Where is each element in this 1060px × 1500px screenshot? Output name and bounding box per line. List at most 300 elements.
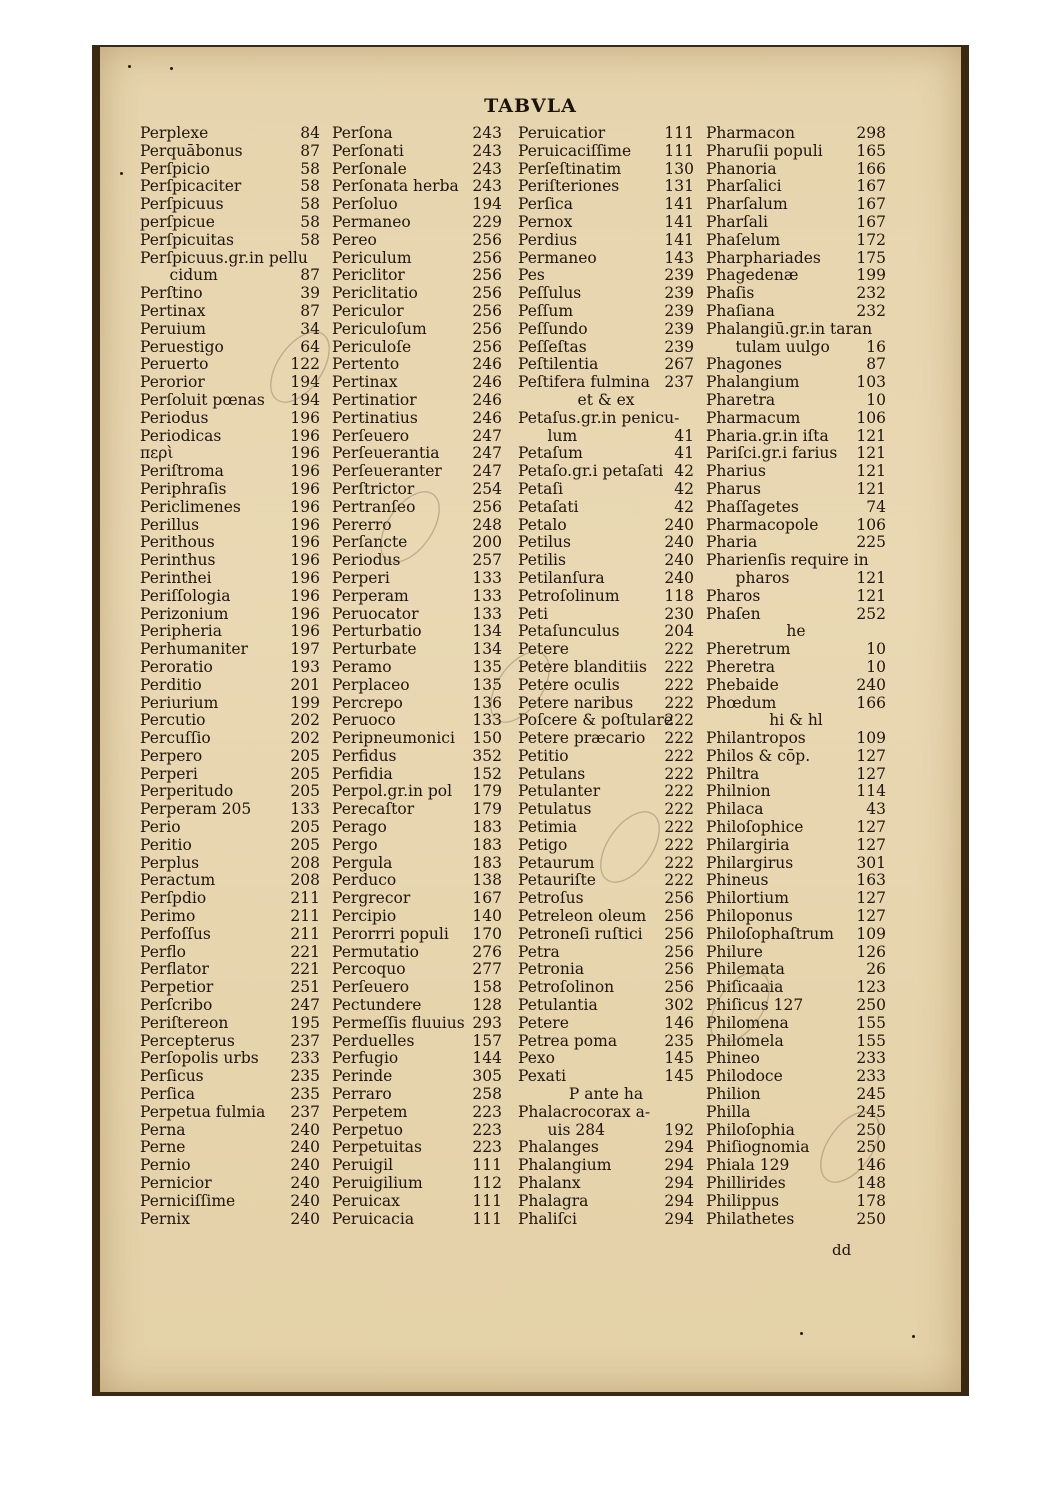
index-column-2 [332, 125, 502, 1228]
index-entry [518, 570, 694, 588]
entry-page-number: 293 [472, 1013, 502, 1032]
index-entry [332, 944, 502, 962]
entry-page-number: 233 [290, 1049, 320, 1068]
entry-term: Permaneo [518, 248, 597, 267]
entry-page-number: 138 [472, 871, 502, 890]
ink-speck [120, 172, 123, 175]
entry-page-number: 240 [290, 1209, 320, 1228]
entry-term: Perſopolis urbs [140, 1049, 259, 1068]
index-entry [140, 837, 320, 855]
entry-page-number: 208 [290, 871, 320, 890]
entry-term: Pharmacopole [706, 515, 819, 534]
index-entry [518, 445, 694, 463]
entry-term: Phalangiū.gr.in taran [706, 319, 873, 338]
entry-term: pharos [706, 568, 790, 587]
entry-term: Pharienſis require in [706, 551, 869, 570]
entry-page-number: 121 [856, 462, 886, 481]
entry-page-number: 163 [856, 871, 886, 890]
entry-term: Pergo [332, 835, 378, 854]
entry-page-number: 294 [664, 1156, 694, 1175]
entry-term: Percuſſio [140, 729, 211, 748]
index-entry [332, 1122, 502, 1140]
entry-term: Perflator [140, 960, 209, 979]
entry-term: Philargiria [706, 835, 790, 854]
index-entry [518, 339, 694, 357]
entry-page-number: 155 [856, 1031, 886, 1050]
index-entry [332, 641, 502, 659]
entry-term: Perpero [140, 746, 203, 765]
index-entry [706, 766, 886, 784]
index-entry [140, 1068, 320, 1086]
entry-page-number: 26 [866, 960, 886, 979]
entry-term: Peruocator [332, 604, 419, 623]
entry-term: Periodicas [140, 426, 222, 445]
entry-page-number: 103 [856, 373, 886, 392]
index-entry [706, 1122, 886, 1140]
entry-term: Pergrecor [332, 889, 411, 908]
index-entry [706, 1139, 886, 1157]
index-entry [140, 250, 320, 268]
index-entry [706, 196, 886, 214]
entry-page-number: 141 [664, 212, 694, 231]
entry-page-number: 143 [664, 248, 694, 267]
entry-page-number: 222 [664, 746, 694, 765]
entry-term: Petreleon oleum [518, 907, 647, 926]
entry-page-number: 58 [300, 195, 320, 214]
entry-term: Perithous [140, 533, 215, 552]
index-entry [140, 872, 320, 890]
entry-term: Pharia.gr.in iſta [706, 426, 829, 445]
entry-term: Periſſologia [140, 586, 231, 605]
entry-term: Petilis [518, 551, 566, 570]
entry-page-number: 140 [472, 907, 502, 926]
entry-page-number: 123 [856, 978, 886, 997]
entry-term: Perdius [518, 230, 578, 249]
entry-term: Petere præcario [518, 729, 646, 748]
index-entry [140, 1033, 320, 1051]
index-entry [518, 499, 694, 517]
index-entry [518, 712, 694, 730]
index-entry [332, 339, 502, 357]
paper-leaf [100, 47, 961, 1392]
entry-page-number: 229 [472, 212, 502, 231]
entry-page-number: 42 [674, 497, 694, 516]
entry-term: Perfoſſus [140, 924, 211, 943]
index-entry [140, 410, 320, 428]
index-entry [140, 445, 320, 463]
entry-page-number: 196 [290, 551, 320, 570]
index-entry [518, 1193, 694, 1211]
index-entry [518, 250, 694, 268]
index-entry [140, 659, 320, 677]
index-entry [140, 339, 320, 357]
index-entry [332, 1050, 502, 1068]
index-entry [706, 534, 886, 552]
entry-term: Phiſiognomia [706, 1138, 810, 1157]
index-entry [706, 997, 886, 1015]
entry-term: Pexo [518, 1049, 555, 1068]
entry-term: Perimo [140, 907, 196, 926]
entry-term: uis 284 [518, 1120, 605, 1139]
entry-page-number: 251 [290, 978, 320, 997]
entry-page-number: 298 [856, 124, 886, 142]
entry-term: Perſtrictor [332, 479, 415, 498]
entry-page-number: 199 [856, 266, 886, 285]
entry-term: Peractum [140, 871, 216, 890]
index-entry [518, 125, 694, 143]
entry-page-number: 178 [856, 1191, 886, 1210]
index-entry [706, 1193, 886, 1211]
index-entry [140, 1104, 320, 1122]
entry-term: Pharſalum [706, 195, 788, 214]
entry-term: Petere naribus [518, 693, 634, 712]
entry-page-number: 39 [300, 284, 320, 303]
index-entry [706, 125, 886, 143]
entry-page-number: 196 [290, 426, 320, 445]
entry-page-number: 258 [472, 1085, 502, 1104]
index-entry [332, 606, 502, 624]
entry-page-number: 294 [664, 1209, 694, 1228]
index-entry [140, 196, 320, 214]
entry-page-number: 167 [856, 195, 886, 214]
entry-page-number: 246 [472, 408, 502, 427]
index-entry [706, 178, 886, 196]
page-header: TABVLA [484, 95, 577, 117]
index-entry [332, 410, 502, 428]
index-entry [706, 1104, 886, 1122]
entry-page-number: 256 [472, 266, 502, 285]
entry-term: Peruicaciſſime [518, 141, 632, 160]
index-entry [140, 1086, 320, 1104]
index-entry [706, 926, 886, 944]
entry-page-number: 196 [290, 586, 320, 605]
entry-page-number: 223 [472, 1102, 502, 1121]
index-entry [518, 428, 694, 446]
entry-page-number: 240 [290, 1174, 320, 1193]
entry-term: Peſſulus [518, 284, 582, 303]
entry-term: Pharſali [706, 212, 768, 231]
index-entry [332, 801, 502, 819]
entry-page-number: 240 [290, 1156, 320, 1175]
entry-page-number: 111 [664, 141, 694, 160]
entry-term: Peroratio [140, 657, 213, 676]
index-entry [706, 944, 886, 962]
index-entry [706, 1068, 886, 1086]
entry-page-number: 211 [290, 907, 320, 926]
entry-term: Phaliſci [518, 1209, 577, 1228]
entry-term: Pertinatius [332, 408, 418, 427]
entry-term: Pharmacum [706, 408, 801, 427]
entry-term: Perperitudo [140, 782, 234, 801]
entry-term: Perpetuitas [332, 1138, 423, 1157]
entry-term: Petaurum [518, 853, 595, 872]
index-entry [140, 979, 320, 997]
entry-page-number: 222 [664, 693, 694, 712]
index-entry [706, 1033, 886, 1051]
entry-page-number: 194 [472, 195, 502, 214]
entry-term: Philemata [706, 960, 785, 979]
index-entry [706, 695, 886, 713]
entry-term: Perſonale [332, 159, 407, 178]
entry-page-number: 240 [290, 1120, 320, 1139]
entry-page-number: 250 [856, 1120, 886, 1139]
entry-page-number: 247 [290, 996, 320, 1015]
entry-term: Philoſophia [706, 1120, 795, 1139]
entry-page-number: 121 [856, 479, 886, 498]
index-entry [332, 499, 502, 517]
entry-page-number: 222 [664, 657, 694, 676]
entry-page-number: 201 [290, 675, 320, 694]
index-entry [332, 1033, 502, 1051]
entry-page-number: 256 [664, 889, 694, 908]
entry-page-number: 196 [290, 604, 320, 623]
entry-term: Perſeuero [332, 978, 410, 997]
index-entry [332, 356, 502, 374]
index-entry [332, 1175, 502, 1193]
index-entry [140, 356, 320, 374]
entry-page-number: 199 [290, 693, 320, 712]
index-entry [332, 232, 502, 250]
index-entry [518, 232, 694, 250]
index-entry [140, 997, 320, 1015]
index-entry [518, 517, 694, 535]
entry-page-number: 205 [290, 818, 320, 837]
entry-page-number: 233 [856, 1067, 886, 1086]
entry-term: Philos & cōp. [706, 746, 811, 765]
entry-term: Peti [518, 604, 549, 623]
entry-page-number: 196 [290, 533, 320, 552]
index-column-3 [518, 125, 694, 1228]
index-entry [332, 961, 502, 979]
entry-term: Pharphariades [706, 248, 821, 267]
index-entry [706, 1211, 886, 1229]
entry-page-number: 111 [472, 1191, 502, 1210]
entry-page-number: 240 [664, 551, 694, 570]
index-entry [706, 463, 886, 481]
entry-term: Peramo [332, 657, 392, 676]
entry-page-number: 133 [472, 711, 502, 730]
entry-term: Perpetua fulmia [140, 1102, 266, 1121]
entry-page-number: 131 [664, 177, 694, 196]
entry-page-number: 239 [664, 319, 694, 338]
entry-page-number: 196 [290, 444, 320, 463]
index-entry [706, 801, 886, 819]
entry-page-number: 243 [472, 141, 502, 160]
entry-page-number: 205 [290, 764, 320, 783]
entry-page-number: 232 [856, 301, 886, 320]
entry-term: Percutio [140, 711, 206, 730]
entry-page-number: 135 [472, 675, 502, 694]
index-entry [518, 908, 694, 926]
entry-page-number: 133 [472, 568, 502, 587]
entry-page-number: 221 [290, 942, 320, 961]
entry-page-number: 246 [472, 355, 502, 374]
entry-term: Phaſiana [706, 301, 775, 320]
entry-term: Pertranſeo [332, 497, 416, 516]
entry-term: περὶ [140, 444, 174, 463]
entry-page-number: 109 [856, 729, 886, 748]
index-entry [140, 695, 320, 713]
entry-term: Peritio [140, 835, 192, 854]
entry-term: Petilus [518, 533, 571, 552]
entry-page-number: 240 [664, 533, 694, 552]
entry-page-number: 256 [664, 960, 694, 979]
entry-term: Perplus [140, 853, 200, 872]
entry-page-number: 175 [856, 248, 886, 267]
entry-page-number: 237 [664, 373, 694, 392]
index-entry [706, 837, 886, 855]
entry-term: Peripneumonici [332, 729, 455, 748]
entry-page-number: 145 [664, 1067, 694, 1086]
index-entry [140, 534, 320, 552]
index-entry [518, 196, 694, 214]
entry-page-number: 246 [472, 373, 502, 392]
entry-term: Pharia [706, 533, 758, 552]
index-entry [140, 517, 320, 535]
entry-term: Perio [140, 818, 181, 837]
index-entry [518, 1175, 694, 1193]
entry-page-number: 41 [674, 426, 694, 445]
index-entry [518, 1211, 694, 1229]
entry-page-number: 112 [472, 1174, 502, 1193]
entry-term: Percipio [332, 907, 397, 926]
entry-page-number: 247 [472, 444, 502, 463]
entry-term: Pharſalici [706, 177, 782, 196]
entry-page-number: 243 [472, 177, 502, 196]
index-entry [140, 588, 320, 606]
index-entry [518, 463, 694, 481]
entry-term: Perna [140, 1120, 186, 1139]
entry-page-number: 302 [664, 996, 694, 1015]
entry-page-number: 111 [472, 1209, 502, 1228]
entry-term: Petaſo.gr.i petaſati [518, 462, 664, 481]
entry-term: Petere [518, 1013, 569, 1032]
entry-term: Petulantia [518, 996, 598, 1015]
index-entry [518, 659, 694, 677]
entry-term: Phanoria [706, 159, 777, 178]
entry-page-number: 277 [472, 960, 502, 979]
index-entry [332, 392, 502, 410]
entry-page-number: 145 [664, 1049, 694, 1068]
entry-page-number: 248 [472, 515, 502, 534]
entry-page-number: 222 [664, 871, 694, 890]
entry-term: Philure [706, 942, 763, 961]
index-entry [518, 1139, 694, 1157]
index-entry [706, 481, 886, 499]
entry-term: Perinthus [140, 551, 216, 570]
index-entry [332, 890, 502, 908]
ink-speck [800, 1332, 803, 1335]
entry-term: Perpetior [140, 978, 214, 997]
entry-term: Perturbatio [332, 622, 422, 641]
entry-term: Perillus [140, 515, 200, 534]
entry-page-number: 239 [664, 301, 694, 320]
entry-term: Petere blanditiis [518, 657, 647, 676]
index-entry [332, 819, 502, 837]
entry-page-number: 222 [664, 675, 694, 694]
entry-page-number: 202 [290, 711, 320, 730]
index-entry [518, 1086, 694, 1104]
index-entry [332, 695, 502, 713]
index-entry [518, 944, 694, 962]
entry-page-number: 121 [856, 586, 886, 605]
entry-term: Perflo [140, 942, 186, 961]
entry-term: Perorrri populi [332, 924, 449, 943]
index-entry [332, 677, 502, 695]
index-entry [140, 267, 320, 285]
entry-page-number: 106 [856, 408, 886, 427]
index-entry [140, 730, 320, 748]
entry-term: Peſtilentia [518, 355, 599, 374]
entry-term: Philoponus [706, 907, 793, 926]
entry-page-number: 179 [472, 782, 502, 801]
ink-speck [912, 1335, 915, 1338]
entry-page-number: 200 [472, 533, 502, 552]
entry-page-number: 172 [856, 230, 886, 249]
entry-term: Phiſicus 127 [706, 996, 804, 1015]
index-entry [332, 161, 502, 179]
index-entry [332, 1086, 502, 1104]
index-entry [518, 1033, 694, 1051]
entry-page-number: 223 [472, 1120, 502, 1139]
entry-term: Pernox [518, 212, 573, 231]
entry-term: Philoſophice [706, 818, 804, 837]
index-entry [332, 285, 502, 303]
index-entry [332, 1015, 502, 1033]
entry-term: Permutatio [332, 942, 419, 961]
entry-page-number: 256 [664, 942, 694, 961]
index-entry [706, 606, 886, 624]
entry-page-number: 121 [856, 568, 886, 587]
entry-page-number: 84 [300, 124, 320, 142]
entry-page-number: 254 [472, 479, 502, 498]
entry-page-number: 294 [664, 1191, 694, 1210]
index-entry [140, 481, 320, 499]
entry-page-number: 43 [866, 800, 886, 819]
entry-term: Pertento [332, 355, 400, 374]
entry-page-number: 34 [300, 319, 320, 338]
index-entry [518, 855, 694, 873]
index-entry [706, 1050, 886, 1068]
entry-term: he [786, 622, 806, 641]
index-entry [518, 534, 694, 552]
entry-term: Pharetra [706, 390, 776, 409]
entry-term: Pernio [140, 1156, 191, 1175]
index-entry [518, 695, 694, 713]
index-entry [332, 517, 502, 535]
index-entry [518, 979, 694, 997]
entry-page-number: 208 [290, 853, 320, 872]
entry-page-number: 232 [856, 284, 886, 303]
entry-term: hi & hl [769, 711, 823, 730]
entry-page-number: 166 [856, 159, 886, 178]
entry-page-number: 87 [300, 141, 320, 160]
entry-page-number: 114 [856, 782, 886, 801]
index-entry [706, 623, 886, 641]
entry-page-number: 225 [856, 533, 886, 552]
index-entry [518, 783, 694, 801]
index-entry [140, 1157, 320, 1175]
entry-term: Phalanges [518, 1138, 599, 1157]
entry-page-number: 135 [472, 657, 502, 676]
entry-term: Percoquo [332, 960, 406, 979]
entry-term: Phaſis [706, 284, 755, 303]
index-entry [332, 214, 502, 232]
index-entry [518, 178, 694, 196]
entry-page-number: 146 [664, 1013, 694, 1032]
entry-term: Philnion [706, 782, 771, 801]
entry-term: Permaneo [332, 212, 411, 231]
